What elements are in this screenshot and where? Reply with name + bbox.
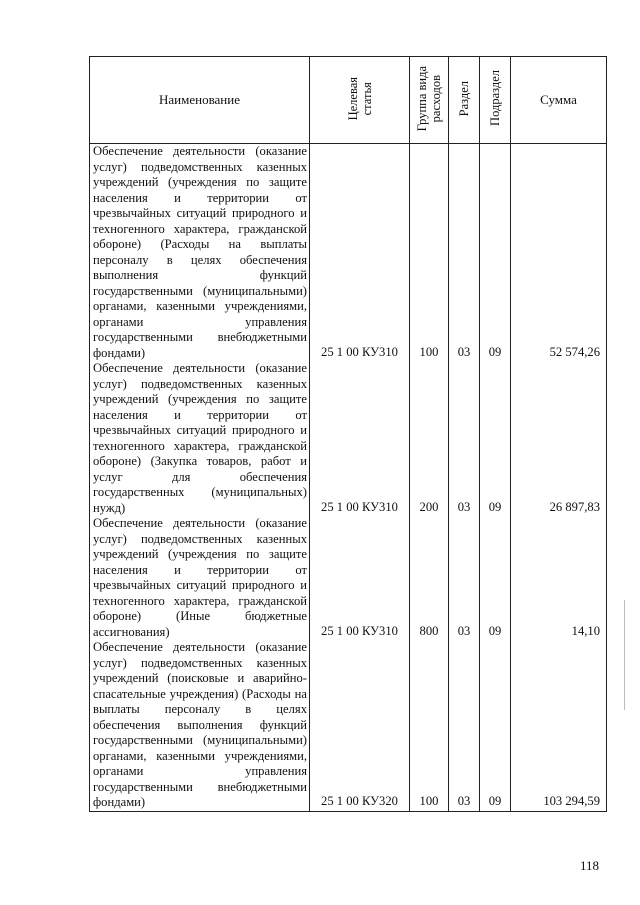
row-group: 100 bbox=[410, 144, 449, 362]
row-name: Обеспечение деятельности (оказание услуг) подведомственных казенных учреждений (поисковые и аварийно-спасательные учреждения) (Расходы на выплаты персоналу в целях обеспечения выполнения функций государственными (муниципальными) органами, казенными учреждениями, органами управления государственными внебюджетными фондами) bbox=[90, 640, 310, 811]
row-sum: 26 897,83 bbox=[511, 361, 607, 516]
table-row bbox=[90, 516, 607, 640]
row-target: 25 1 00 КУ310 bbox=[310, 144, 410, 362]
table-row bbox=[90, 361, 607, 516]
table-row bbox=[90, 640, 607, 811]
header-target-label: Целевая статья bbox=[345, 76, 374, 120]
row-section: 03 bbox=[449, 144, 480, 362]
row-name: Обеспечение деятельности (оказание услуг) подведомственных казенных учреждений (учреждения по защите населения и территории от чрезвычайных ситуаций природного и техногенного характера, гражданской обороне) (Закупка товаров, работ и услуг для обеспечения государственных (муниципальных) нужд) bbox=[90, 361, 310, 516]
row-section: 03 bbox=[449, 516, 480, 640]
row-target: 25 1 00 КУ310 bbox=[310, 361, 410, 516]
row-name: Обеспечение деятельности (оказание услуг) подведомственных казенных учреждений (учреждения по защите населения и территории от чрезвычайных ситуаций природного и техногенного характера, гражданской обороне) (Иные бюджетные ассигнования) bbox=[90, 516, 310, 640]
row-name: Обеспечение деятельности (оказание услуг) подведомственных казенных учреждений (учреждения по защите населения и территории от чрезвычайных ситуаций природного и техногенного характера, гражданской обороне) (Расходы на выплаты персоналу в целях обеспечения выполнения функций государственными (муниципальными) органами, казенными учреждениями, органами управления государственными внебюджетными фондами) bbox=[90, 144, 310, 362]
header-name bbox=[90, 57, 310, 144]
row-sum: 103 294,59 bbox=[511, 640, 607, 811]
row-group: 800 bbox=[410, 516, 449, 640]
row-sum: 14,10 bbox=[511, 516, 607, 640]
header-section bbox=[449, 57, 480, 144]
header-subsection-label: Подраздел bbox=[488, 70, 502, 127]
row-group: 200 bbox=[410, 361, 449, 516]
header-sum bbox=[511, 57, 607, 144]
row-subsection: 09 bbox=[480, 640, 511, 811]
row-section: 03 bbox=[449, 640, 480, 811]
header-section-label: Раздел bbox=[457, 80, 471, 116]
scan-edge-line bbox=[624, 600, 625, 710]
row-section: 03 bbox=[449, 361, 480, 516]
header-target bbox=[310, 57, 410, 144]
budget-table bbox=[89, 56, 607, 812]
row-target: 25 1 00 КУ320 bbox=[310, 640, 410, 811]
row-subsection: 09 bbox=[480, 516, 511, 640]
table-row bbox=[90, 144, 607, 362]
row-subsection: 09 bbox=[480, 361, 511, 516]
header-group bbox=[410, 57, 449, 144]
table-header-row bbox=[90, 57, 607, 144]
header-sum-label: Сумма bbox=[540, 92, 577, 108]
page-number: 118 bbox=[580, 858, 600, 873]
row-target: 25 1 00 КУ310 bbox=[310, 516, 410, 640]
header-group-label: Группа вида расходов bbox=[415, 65, 443, 131]
header-subsection bbox=[480, 57, 511, 144]
row-subsection: 09 bbox=[480, 144, 511, 362]
row-sum: 52 574,26 bbox=[511, 144, 607, 362]
header-name-label: Наименование bbox=[159, 92, 240, 108]
row-group: 100 bbox=[410, 640, 449, 811]
